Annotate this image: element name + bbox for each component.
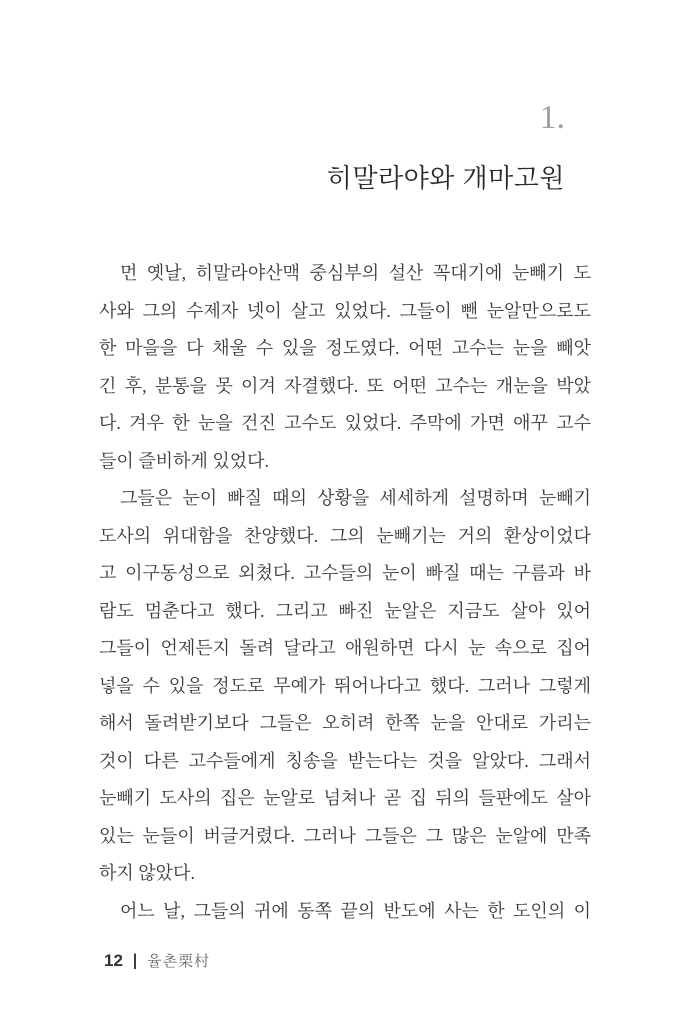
body-line: 먼 옛날, 히말라야산맥 중심부의 설산 꼭대기에 눈빼기 도 <box>120 263 591 283</box>
body-line: 것이 다른 고수들에게 칭송을 받는다는 것을 알았다. 그래서 <box>99 750 591 771</box>
body-line: 어느 날, 그들의 귀에 동쪽 끝의 반도에 사는 한 도인의 이 <box>120 900 591 921</box>
body-line: 한 마을을 다 채울 수 있을 정도였다. 어떤 고수는 눈을 빼앗 <box>99 338 591 358</box>
body-line: 들이 즐비하게 있었다. <box>99 450 269 471</box>
body-text <box>99 255 591 930</box>
body-line: 다. 겨우 한 눈을 건진 고수도 있었다. 주막에 가면 애꾸 고수 <box>99 413 591 433</box>
chapter-title: 히말라야와 개마고원 <box>326 163 565 193</box>
body-line: 고 이구동성으로 외쳤다. 고수들의 눈이 빠질 때는 구름과 바 <box>99 563 591 583</box>
body-line: 도사의 위대함을 찬양했다. 그의 눈빼기는 거의 환상이었다 <box>99 525 591 546</box>
body-line: 하지 않았다. <box>99 863 195 883</box>
body-line: 해서 돌려받기보다 그들은 오히려 한쪽 눈을 안대로 가리는 <box>99 713 591 733</box>
paragraph <box>99 480 591 893</box>
paragraph <box>99 255 591 480</box>
body-line: 그들은 눈이 빠질 때의 상황을 세세하게 설명하며 눈빼기 <box>120 488 591 508</box>
page-footer <box>104 950 210 971</box>
book-title: 율촌栗村 <box>147 953 211 970</box>
body-line: 눈빼기 도사의 집은 눈알로 넘쳐나 곧 집 뒤의 들판에도 살아 <box>99 788 591 808</box>
body-line: 람도 멈춘다고 했다. 그리고 빠진 눈알은 지금도 살아 있어 <box>99 600 591 621</box>
body-line: 사와 그의 수제자 넷이 살고 있었다. 그들이 뺀 눈알만으로도 <box>99 300 591 321</box>
body-line: 넣을 수 있을 정도로 무예가 뛰어나다고 했다. 그러나 그렇게 <box>99 675 591 696</box>
page-number: 12 <box>104 950 123 970</box>
body-line: 있는 눈들이 버글거렸다. 그러나 그들은 그 많은 눈알에 만족 <box>99 825 591 846</box>
body-line: 긴 후, 분통을 못 이겨 자결했다. 또 어떤 고수는 개눈을 박았 <box>99 375 591 396</box>
body-line: 그들이 언제든지 돌려 달라고 애원하면 다시 눈 속으로 집어 <box>99 638 591 658</box>
chapter-number: 1. <box>539 99 565 136</box>
footer-separator: | <box>132 951 138 970</box>
paragraph <box>99 893 591 931</box>
